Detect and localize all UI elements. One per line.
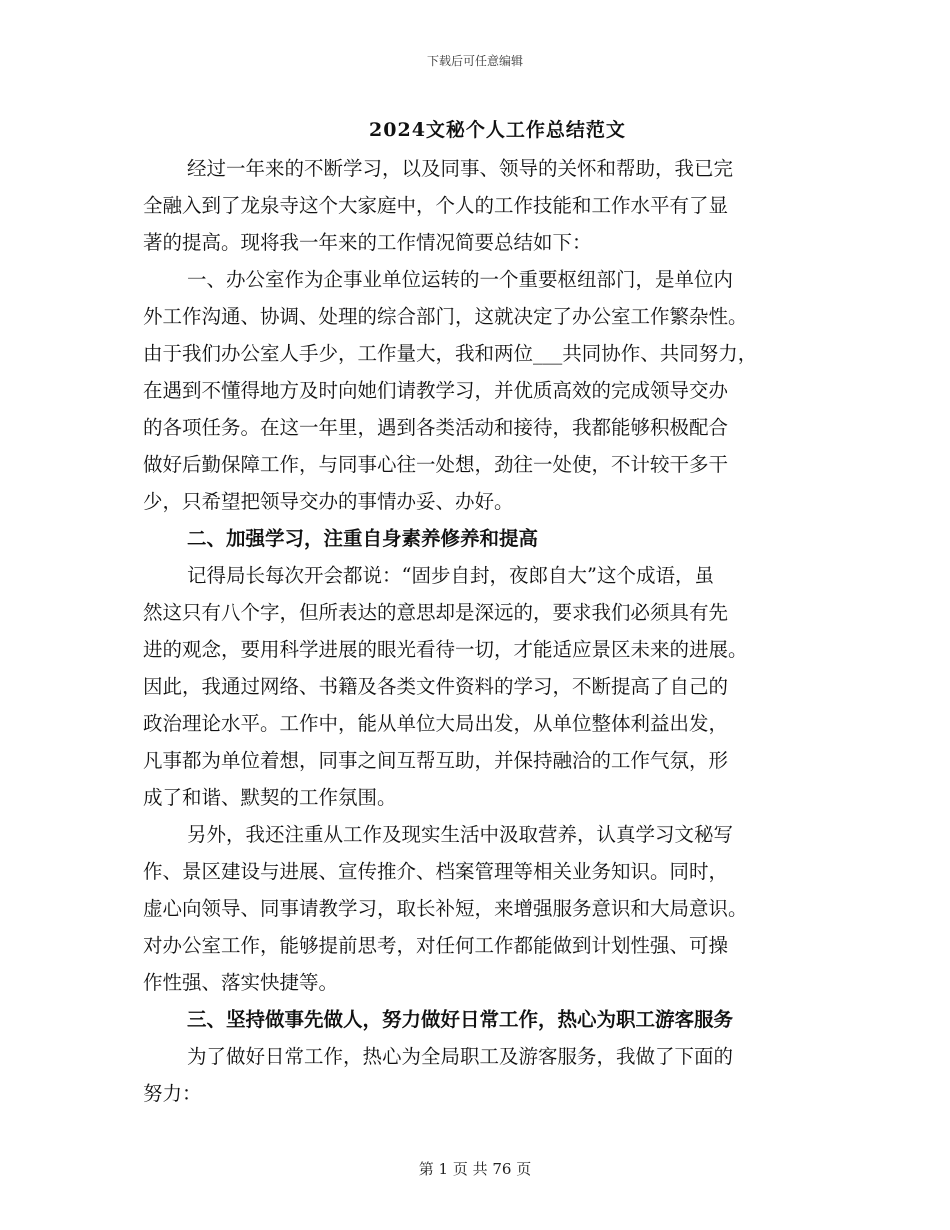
page-header: 下载后可任意编辑: [426, 54, 523, 68]
text-line: 努力：: [143, 1082, 202, 1105]
text-line: 做好后勤保障工作，与同事心往一处想，劲往一处使，不计较干多干: [143, 453, 729, 476]
text-line: 的各项任务。在这一年里，遇到各类活动和接待，我都能够积极配合: [143, 416, 729, 439]
text-line: 作性强、落实快捷等。: [143, 971, 339, 994]
page-footer: 第 1 页 共 76 页: [418, 1160, 532, 1178]
text-line: 著的提高。现将我一年来的工作情况简要总结如下：: [143, 231, 592, 254]
text-line: 虚心向领导、同事请教学习，取长补短，来增强服务意识和大局意识。: [143, 897, 748, 920]
text-line: 全融入到了龙泉寺这个大家庭中，个人的工作技能和工作水平有了显: [143, 194, 729, 217]
text-line: 凡事都为单位着想，同事之间互帮互助，并保持融洽的工作气氛，形: [143, 749, 729, 772]
text-line: 成了和谐、默契的工作氛围。: [143, 786, 397, 809]
text-line: 少，只希望把领导交办的事情办妥、办好。: [143, 490, 514, 513]
text-line: 经过一年来的不断学习，以及同事、领导的关怀和帮助，我已完: [187, 157, 734, 180]
section-heading: 二、加强学习，注重自身素养修养和提高: [187, 527, 539, 550]
text-line: 对办公室工作，能够提前思考，对任何工作都能做到计划性强、可操: [143, 934, 729, 957]
text-line: 在遇到不懂得地方及时向她们请教学习，并优质高效的完成领导交办: [143, 379, 729, 402]
text-line: 由于我们办公室人手少，工作量大，我和两位___共同协作、共同努力，: [143, 342, 758, 365]
text-line: 作、景区建设与进展、宣传推介、档案管理等相关业务知识。同时，: [143, 860, 729, 883]
document-body: [143, 150, 818, 1112]
text-line: 记得局长每次开会都说：“固步自封，夜郎自大”这个成语，虽: [187, 564, 714, 587]
text-line: 一、办公室作为企事业单位运转的一个重要枢纽部门，是单位内: [187, 268, 734, 291]
text-line: 为了做好日常工作，热心为全局职工及游客服务，我做了下面的: [187, 1045, 734, 1068]
text-line: 然这只有八个字，但所表达的意思却是深远的，要求我们必须具有先: [143, 601, 729, 624]
section-heading: 三、坚持做事先做人，努力做好日常工作，热心为职工游客服务: [187, 1008, 734, 1031]
text-line: 政治理论水平。工作中，能从单位大局出发，从单位整体利益出发，: [143, 712, 729, 735]
text-line: 另外，我还注重从工作及现实生活中汲取营养，认真学习文秘写: [187, 823, 734, 846]
text-line: 外工作沟通、协调、处理的综合部门，这就决定了办公室工作繁杂性。: [143, 305, 748, 328]
text-line: 因此，我通过网络、书籍及各类文件资料的学习，不断提高了自己的: [143, 675, 729, 698]
document-title: 2024文秘个人工作总结范文: [369, 119, 626, 141]
text-line: 进的观念，要用科学进展的眼光看待一切，才能适应景区未来的进展。: [143, 638, 748, 661]
